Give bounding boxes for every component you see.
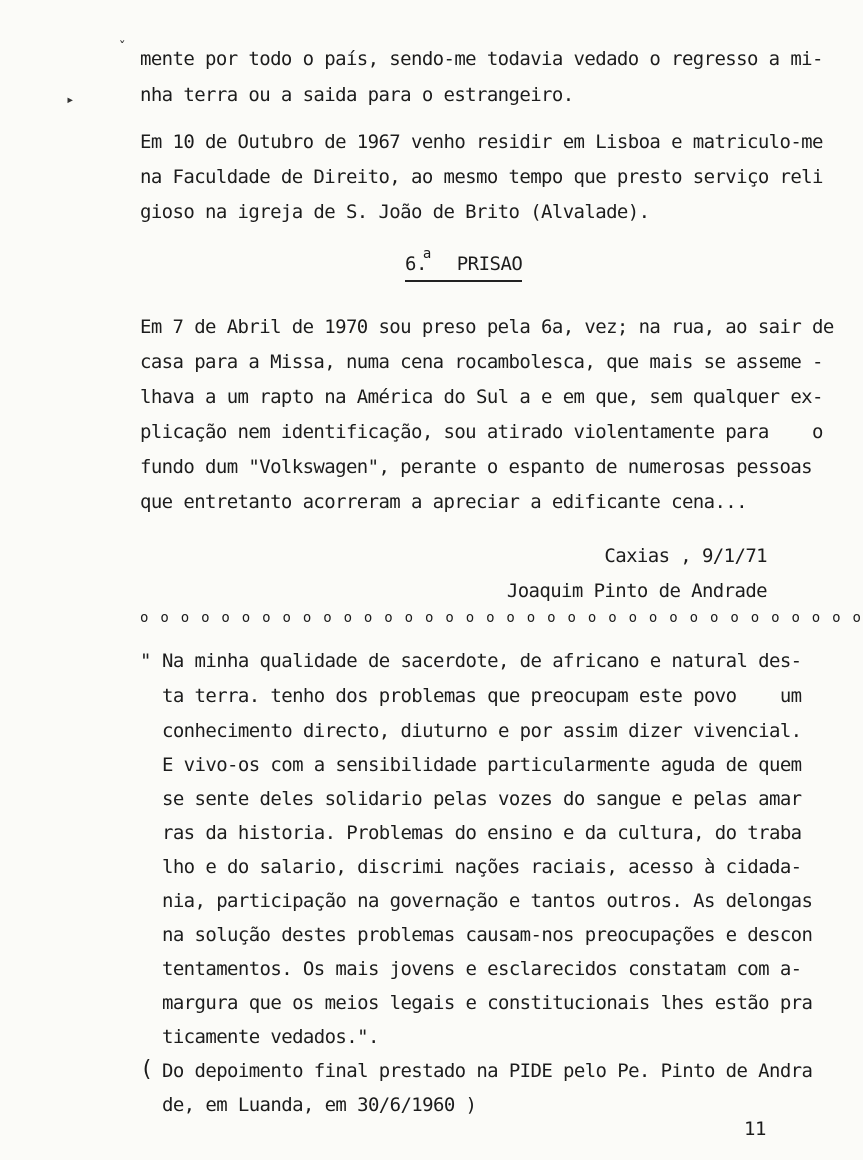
margin-mark-tick: ˇ [118, 40, 127, 56]
quote-open-mark: " [140, 650, 152, 672]
signature-place-date: Caxias , 9/1/71 [604, 545, 767, 567]
section-heading [405, 246, 523, 282]
para3-line-4: plicação nem identificação, sou atirado violentamente para o [140, 421, 823, 443]
quote-line-5: se sente deles solidario pelas vozes do sangue e pelas amar [162, 788, 802, 810]
page-number: 11 [744, 1118, 766, 1140]
quote-line-1: Na minha qualidade de sacerdote, de africano e natural des- [162, 650, 802, 672]
quote-line-8: nia, participação na governação e tantos outros. As delongas [162, 890, 813, 912]
para3-line-5: fundo dum "Volkswagen", perante o espanto de numerosas pessoas [140, 456, 813, 478]
section-ordinal: a [422, 246, 431, 262]
section-number: 6. [405, 253, 427, 275]
para1-line-2: nha terra ou a saida para o estrangeiro. [140, 84, 574, 106]
separator-row: o o o o o o o o o o o o o o o o o o o o o o o o o o o o o o o o o o o o [140, 610, 863, 626]
quote-line-7: lho e do salario, discrimi nações raciais, acesso à cidada- [162, 856, 802, 878]
section-title: PRISAO [456, 253, 523, 275]
quote-line-2: ta terra. tenho dos problemas que preocupam este povo um [162, 685, 802, 707]
quote-line-11: margura que os meios legais e constitucionais lhes estão pra [162, 992, 813, 1014]
source-line-2: de, em Luanda, em 30/6/1960 ) [162, 1094, 477, 1116]
source-line-1: Do depoimento final prestado na PIDE pelo Pe. Pinto de Andra [162, 1060, 813, 1082]
quote-line-9: na solução destes problemas causam-nos preocupações e descon [162, 924, 813, 946]
quote-line-10: tentamentos. Os mais jovens e esclarecidos constatam com a- [162, 958, 802, 980]
para3-line-3: lhava a um rapto na América do Sul a e em que, sem qualquer ex- [140, 386, 823, 408]
quote-line-4: E vivo-os com a sensibilidade particularmente aguda de quem [162, 754, 802, 776]
margin-mark-arrow: ▸ [66, 92, 75, 108]
quote-line-12: ticamente vedados.". [162, 1026, 379, 1048]
quote-line-3: conhecimento directo, diuturno e por assim dizer vivencial. [162, 720, 802, 742]
para3-line-2: casa para a Missa, numa cena rocambolesca, que mais se asseme - [140, 351, 823, 373]
para3-line-1: Em 7 de Abril de 1970 sou preso pela 6a, vez; na rua, ao sair de [140, 316, 834, 338]
source-open-paren: ( [140, 1057, 154, 1082]
quote-line-6: ras da historia. Problemas do ensino e da cultura, do traba [162, 822, 802, 844]
para2-line-2: na Faculdade de Direito, ao mesmo tempo que presto serviço reli [140, 166, 823, 188]
para2-line-3: gioso na igreja de S. João de Brito (Alvalade). [140, 201, 650, 223]
para2-line-1: Em 10 de Outubro de 1967 venho residir em Lisboa e matriculo-me [140, 131, 823, 153]
para1-line-1: mente por todo o país, sendo-me todavia vedado o regresso a mi- [140, 48, 823, 70]
para3-line-6: que entretanto acorreram a apreciar a edificante cena... [140, 491, 747, 513]
signature-name: Joaquim Pinto de Andrade [506, 580, 767, 602]
